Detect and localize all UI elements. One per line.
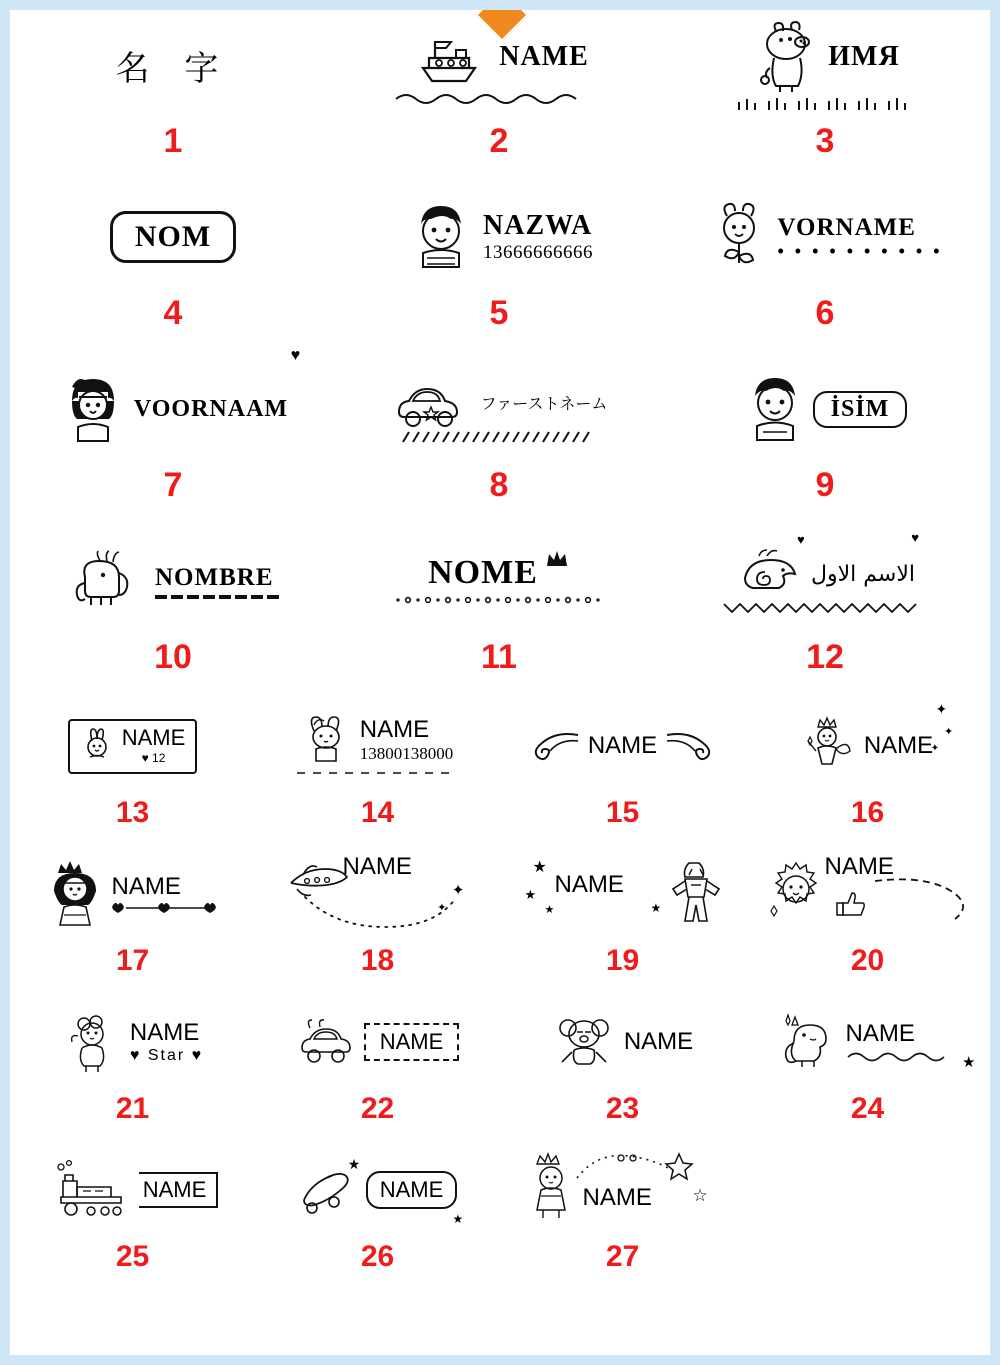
design-cell-23[interactable] (500, 994, 745, 1142)
design-number: 14 (360, 796, 395, 829)
rounded-frame-decor (813, 391, 908, 428)
sparkle-icon: ✦ (930, 743, 940, 754)
design-name-text: NAME (824, 853, 894, 880)
design-cell-empty (745, 1142, 990, 1290)
star-icon: ★ (544, 904, 555, 916)
design-cell-22[interactable] (255, 994, 500, 1142)
design-name-text: VORNAME (777, 214, 916, 241)
design-row (10, 1142, 990, 1290)
design-cell-15[interactable] (500, 698, 745, 846)
crown-icon (544, 548, 570, 570)
design-cell-16[interactable] (745, 698, 990, 846)
rounded-frame-decor (366, 1171, 458, 1209)
star-icon: ★ (524, 887, 537, 902)
design-number: 16 (850, 796, 885, 829)
design-art-9 (662, 354, 988, 464)
design-art-22 (255, 994, 500, 1090)
design-cell-14[interactable] (255, 698, 500, 846)
prince-icon (523, 1150, 579, 1226)
design-cell-26[interactable] (255, 1142, 500, 1290)
design-name-text: NOM (134, 220, 212, 253)
design-number: 1 (163, 122, 183, 160)
design-cell-18[interactable] (255, 846, 500, 994)
design-art-25 (10, 1142, 255, 1238)
design-cell-12[interactable] (662, 526, 988, 698)
lion-icon (763, 859, 829, 921)
wave-line-decor (846, 1048, 958, 1064)
design-cell-17[interactable] (10, 846, 255, 994)
heart-icon: ♥ (797, 532, 805, 547)
design-art-4 (10, 182, 336, 292)
design-grid (10, 10, 990, 1290)
flower-icon (707, 198, 771, 276)
dinosaur-icon (778, 1011, 840, 1073)
design-name-text: NAME (587, 732, 658, 759)
design-row (10, 347, 990, 526)
rabbit-icon (80, 727, 116, 763)
design-name-text: NAME (554, 871, 624, 898)
design-row (10, 182, 990, 354)
design-number: 12 (806, 638, 844, 676)
design-extra-text: ♥ Star ♥ (129, 1047, 204, 1064)
design-art-10 (10, 526, 336, 636)
wave-line-decor (394, 90, 604, 106)
sparkle-icon: ✦ (437, 902, 447, 914)
design-number: 10 (154, 638, 192, 676)
boy2-icon (743, 370, 807, 448)
design-number: 7 (163, 466, 183, 504)
design-number: 2 (489, 122, 509, 160)
design-art-21 (10, 994, 255, 1090)
car-icon (391, 374, 475, 430)
design-art-15 (500, 698, 745, 794)
design-name-text: NAME (582, 1184, 652, 1211)
fairy-icon (802, 715, 858, 777)
design-art-26 (255, 1142, 500, 1238)
design-art-19 (500, 846, 745, 942)
design-cell-7[interactable] (10, 347, 336, 526)
design-art-2 (336, 10, 662, 120)
design-cell-6[interactable] (662, 182, 988, 354)
design-art-13 (10, 698, 255, 794)
design-name-text: NAME (359, 716, 430, 743)
star-icon: ★ (347, 1156, 361, 1172)
design-name-text: NAME (379, 1029, 444, 1054)
design-name-text: NAME (342, 853, 412, 880)
wings-icon (530, 729, 582, 763)
design-name-text: NAME (129, 1019, 200, 1046)
design-art-18 (255, 846, 500, 942)
design-cell-9[interactable] (662, 354, 988, 526)
design-art-27 (500, 1142, 745, 1238)
design-number: 23 (605, 1092, 640, 1125)
elephant-icon (67, 549, 149, 613)
design-row (10, 994, 990, 1142)
pig-icon (750, 18, 822, 96)
sparkle-icon: ✦ (451, 882, 465, 899)
lamb-icon (62, 1008, 124, 1076)
design-number: 17 (115, 944, 150, 977)
design-number: 19 (605, 944, 640, 977)
design-name-text: VOORNAAM (133, 395, 289, 422)
stamp-design-sheet (10, 10, 990, 1355)
design-number: 22 (360, 1092, 395, 1125)
design-cell-1[interactable] (10, 10, 336, 182)
sparkle-icon: ✦ (943, 726, 954, 738)
dashed-frame-decor (364, 1023, 460, 1061)
design-cell-27[interactable] (500, 1142, 745, 1290)
design-number: 20 (850, 944, 885, 977)
girl-icon (58, 369, 128, 449)
design-name-text: NAME (845, 1020, 915, 1047)
design-number: 26 (360, 1240, 395, 1273)
hatch-line-decor (399, 430, 599, 444)
thumbs-up-icon (833, 885, 867, 919)
design-extra-text: ♥ 12 (141, 750, 166, 765)
design-name-text: NAZWA (483, 210, 593, 241)
star-outline-icon: ☆ (692, 1186, 708, 1205)
bracket-frame-decor (139, 1172, 219, 1208)
design-number: 25 (115, 1240, 150, 1273)
design-number: 4 (163, 294, 183, 332)
design-name-text: ファーストネーム (480, 393, 608, 413)
design-name-text: NAME (863, 732, 934, 759)
dashed-curve-decor (871, 873, 981, 925)
design-phone-text: 13666666666 (483, 242, 593, 263)
design-art-3 (662, 10, 988, 120)
design-cell-4[interactable] (10, 182, 336, 354)
grass-line-decor (735, 96, 915, 112)
heart-icon: ♥ (911, 530, 919, 545)
design-name-text: 名 字 (115, 48, 231, 89)
design-phone-text: 13800138000 (359, 744, 454, 763)
wings-icon (663, 729, 715, 763)
design-cell-5[interactable] (336, 182, 662, 354)
design-art-7 (10, 347, 336, 464)
design-cell-13[interactable] (10, 698, 255, 846)
design-art-11 (336, 526, 662, 636)
design-art-8 (336, 354, 662, 464)
star-trail-decor (575, 1150, 705, 1186)
design-row (10, 846, 990, 994)
zigzag-line-decor (720, 600, 930, 614)
flower-line-decor (394, 592, 604, 608)
design-cell-24[interactable] (745, 994, 990, 1142)
train-icon (47, 1159, 133, 1221)
dot-dash-line-decor (293, 767, 463, 779)
dash-line-decor (155, 595, 279, 599)
design-art-23 (500, 994, 745, 1090)
car2-icon (296, 1018, 358, 1066)
design-art-20 (745, 846, 990, 942)
design-cell-25[interactable] (10, 1142, 255, 1290)
design-art-16 (745, 698, 990, 794)
princess-icon (44, 857, 106, 931)
heart-icon: ♥ (290, 347, 301, 364)
design-art-6 (662, 182, 988, 292)
melody-icon (302, 713, 354, 767)
design-number: 21 (115, 1092, 150, 1125)
koala-icon (552, 1010, 618, 1074)
design-art-24 (745, 994, 990, 1090)
design-name-text: NAME (142, 1177, 207, 1202)
design-name-text: İSİM (830, 395, 890, 422)
design-number: 9 (815, 466, 835, 504)
rounded-frame-decor (110, 211, 236, 263)
boat-icon (409, 24, 493, 90)
design-name-text: NOME (428, 554, 538, 591)
design-cell-11[interactable] (336, 526, 662, 698)
design-number: 8 (489, 466, 509, 504)
design-art-1 (10, 10, 336, 120)
boy-icon (405, 198, 477, 276)
design-cell-10[interactable] (10, 526, 336, 698)
design-cell-19[interactable] (500, 846, 745, 994)
star-icon: ★ (650, 901, 662, 915)
design-cell-20[interactable] (745, 846, 990, 994)
design-number: 3 (815, 122, 835, 160)
design-name-text: NAME (111, 873, 181, 900)
design-cell-3[interactable] (662, 10, 988, 182)
heart-line-decor (112, 901, 222, 915)
design-number: 27 (605, 1240, 640, 1273)
design-cell-2[interactable] (336, 10, 662, 182)
design-art-17 (10, 846, 255, 942)
design-name-text: NAME (499, 41, 589, 72)
hero-icon (665, 857, 727, 929)
design-name-text: NAME (623, 1028, 694, 1055)
square-frame-decor (68, 719, 198, 774)
design-number: 18 (360, 944, 395, 977)
design-row (10, 698, 990, 846)
design-number: 15 (605, 796, 640, 829)
star-icon: ★ (452, 1212, 464, 1226)
design-number: 11 (481, 638, 517, 676)
design-name-text: NOMBRE (155, 563, 274, 591)
star-icon: ★ (962, 1054, 976, 1071)
design-art-12 (662, 526, 988, 636)
design-art-14 (255, 698, 500, 794)
dot-line-decor: • • • • • • • • • • (777, 241, 943, 261)
design-art-5 (336, 182, 662, 292)
star-icon: ★ (532, 859, 547, 876)
design-row (10, 526, 990, 698)
design-number: 24 (850, 1092, 885, 1125)
design-name-text: NAME (121, 724, 186, 750)
whale-icon (735, 548, 805, 600)
design-number: 6 (815, 294, 835, 332)
design-row (10, 10, 990, 182)
design-cell-8[interactable] (336, 354, 662, 526)
design-cell-21[interactable] (10, 994, 255, 1142)
design-name-text: NAME (379, 1177, 444, 1202)
design-name-text: ИМЯ (828, 41, 900, 72)
design-number: 13 (115, 796, 150, 829)
sparkle-icon: ✦ (935, 701, 948, 717)
design-name-text: الاسم الاول (811, 561, 915, 587)
design-number: 5 (489, 294, 509, 332)
